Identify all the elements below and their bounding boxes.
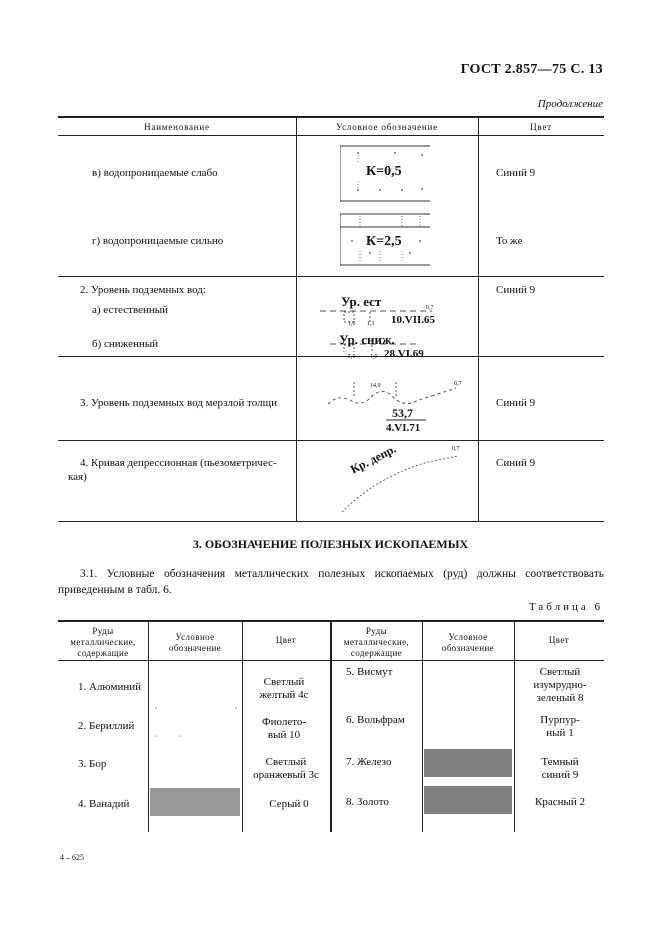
header-line: обозначение: [168, 643, 222, 653]
ore-color-line: Фиолето-: [261, 716, 307, 728]
header-line: Условное: [448, 632, 488, 642]
column-header-color: Цвет: [275, 635, 297, 645]
continuation-label: Продолжение: [537, 98, 603, 110]
table-top-rule: [58, 116, 604, 118]
row-name: в) водопроницаемые слабо: [92, 167, 218, 179]
section-paragraph: [58, 566, 604, 598]
table-bottom-rule: [58, 521, 604, 522]
frozen-top-value: 14,0: [370, 383, 381, 389]
column-rule: [478, 116, 479, 522]
ore-color: [254, 676, 314, 702]
ore-name: 7. Железо: [346, 756, 392, 768]
row-name: 3. Уровень подземных вод мерзлой толщи: [80, 397, 277, 409]
lowered-level-label: Ур. сниж.: [339, 332, 395, 347]
column-rule: [296, 116, 297, 522]
ore-color-line: Светлый: [265, 756, 307, 768]
ore-name: 3. Бор: [78, 758, 107, 770]
frozen-level-date: 4.VI.71: [386, 422, 421, 433]
depression-curve-graphic: [328, 446, 468, 516]
lowered-depth-1: 5,0: [348, 354, 356, 360]
column-header-ore: [58, 626, 148, 659]
table-ores: [58, 620, 604, 832]
ore-color-line: вый 10: [267, 729, 301, 741]
permeability-value: К=2,5: [366, 234, 402, 249]
ore-color-line: Пурпур-: [540, 714, 580, 726]
frozen-small-value: 0,7: [454, 381, 462, 387]
table-header-rule: [58, 135, 604, 136]
ore-color: [246, 756, 326, 782]
ore-color-line: зеленый 8: [536, 692, 584, 704]
depression-curve-label: Кр. депр.: [348, 441, 399, 477]
ore-color-line: оранжевый 3с: [253, 769, 319, 781]
row-color: Синий 9: [496, 167, 536, 179]
beryllium-symbol-marks: [150, 704, 240, 740]
row-name: 2. Уровень подземных вод:: [80, 284, 206, 296]
paragraph-text: 3.1. Условные обозначения металлических полезных ископаемых (руд) должны соответствовать приведенным в табл. 6.: [58, 568, 604, 596]
row-subitem-natural: а) естественный: [92, 304, 169, 316]
groundwater-level-symbol: [320, 292, 440, 360]
column-header-name: Наименование: [144, 122, 210, 132]
row-name-continuation: кая): [68, 471, 87, 483]
column-header-symbol: [422, 632, 514, 654]
column-header-symbol: [148, 632, 242, 654]
vanadium-swatch: [150, 788, 240, 816]
column-rule: [514, 620, 515, 832]
row-rule: [58, 276, 604, 277]
header-line: содержащие: [77, 648, 129, 658]
ore-color: Серый 0: [269, 798, 309, 810]
ore-color-line: синий 9: [541, 769, 579, 781]
iron-swatch: [424, 749, 512, 777]
ore-color: [254, 716, 314, 742]
natural-depth-2: 1,3: [367, 321, 375, 327]
column-header-symbol: Условное обозначение: [336, 122, 438, 132]
row-rule: [58, 440, 604, 441]
ore-color-line: ный 1: [546, 727, 574, 739]
section-title: 3. ОБОЗНАЧЕНИЕ ПОЛЕЗНЫХ ИСКОПАЕМЫХ: [192, 537, 469, 551]
ore-name: 1. Алюминий: [78, 681, 142, 693]
ore-color-line: Светлый: [263, 676, 305, 688]
row-color: То же: [496, 235, 523, 247]
row-name: г) водопроницаемые сильно: [92, 235, 224, 247]
row-color: Синий 9: [496, 397, 536, 409]
ore-name: 5. Висмут: [346, 666, 393, 678]
ore-name: 4. Ванадий: [78, 798, 130, 810]
frozen-groundwater-symbol: [326, 378, 466, 438]
row-color: Синий 9: [496, 284, 536, 296]
header-line: содержащие: [350, 648, 403, 658]
ore-color: [520, 714, 600, 740]
ore-color: Красный 2: [534, 796, 585, 808]
ore-name: 8. Золото: [346, 796, 389, 808]
table-soil-water: [58, 116, 604, 522]
lowered-depth-2: 1,0: [370, 354, 378, 360]
header-line: Руды: [92, 626, 114, 636]
natural-depth-1: 1,0: [348, 321, 356, 327]
permeability-value: К=0,5: [366, 164, 402, 179]
ore-name: 6. Вольфрам: [346, 714, 405, 726]
ore-color-line: желтый 4с: [259, 689, 309, 701]
column-header-ore: [331, 626, 422, 659]
page-footer-code: 4 – 625: [60, 853, 84, 862]
column-header-color: Цвет: [530, 122, 552, 132]
header-line: металлические,: [70, 637, 136, 647]
page-header-title: ГОСТ 2.857—75 С. 13: [460, 62, 603, 77]
column-header-color: Цвет: [548, 635, 570, 645]
ore-color: [520, 756, 600, 782]
permeability-weak-symbol: [340, 143, 430, 205]
natural-level-small: 0,7: [426, 305, 434, 311]
lowered-level-date: 28.VI.69: [384, 348, 424, 360]
depression-curve-symbol: [328, 441, 468, 516]
header-line: металлические,: [343, 637, 410, 647]
depression-curve-small: 0,7: [452, 446, 460, 452]
gold-swatch: [424, 786, 512, 814]
header-line: Руды: [365, 626, 388, 636]
permeability-strong-symbol: [340, 211, 430, 269]
ore-color: [520, 666, 600, 705]
ore-name: 2. Бериллий: [78, 720, 135, 732]
ore-color-line: изумрудно-: [533, 679, 587, 691]
natural-level-label: Ур. ест: [341, 294, 382, 309]
row-rule: [58, 356, 604, 357]
header-line: обозначение: [441, 643, 495, 653]
row-name: 4. Кривая депрессионная (пьезометричес-: [80, 457, 277, 469]
row-color: Синий 9: [496, 457, 536, 469]
row-subitem-lowered: б) сниженный: [92, 338, 159, 350]
frozen-level-value: 53,7: [392, 406, 413, 420]
ore-color-line: Светлый: [539, 666, 581, 678]
header-line: Условное: [175, 632, 215, 642]
ore-color-line: Темный: [541, 756, 579, 768]
column-rule: [242, 620, 243, 832]
table-label: Таблица 6: [528, 601, 603, 613]
natural-level-date: 10.VII.65: [391, 314, 436, 326]
